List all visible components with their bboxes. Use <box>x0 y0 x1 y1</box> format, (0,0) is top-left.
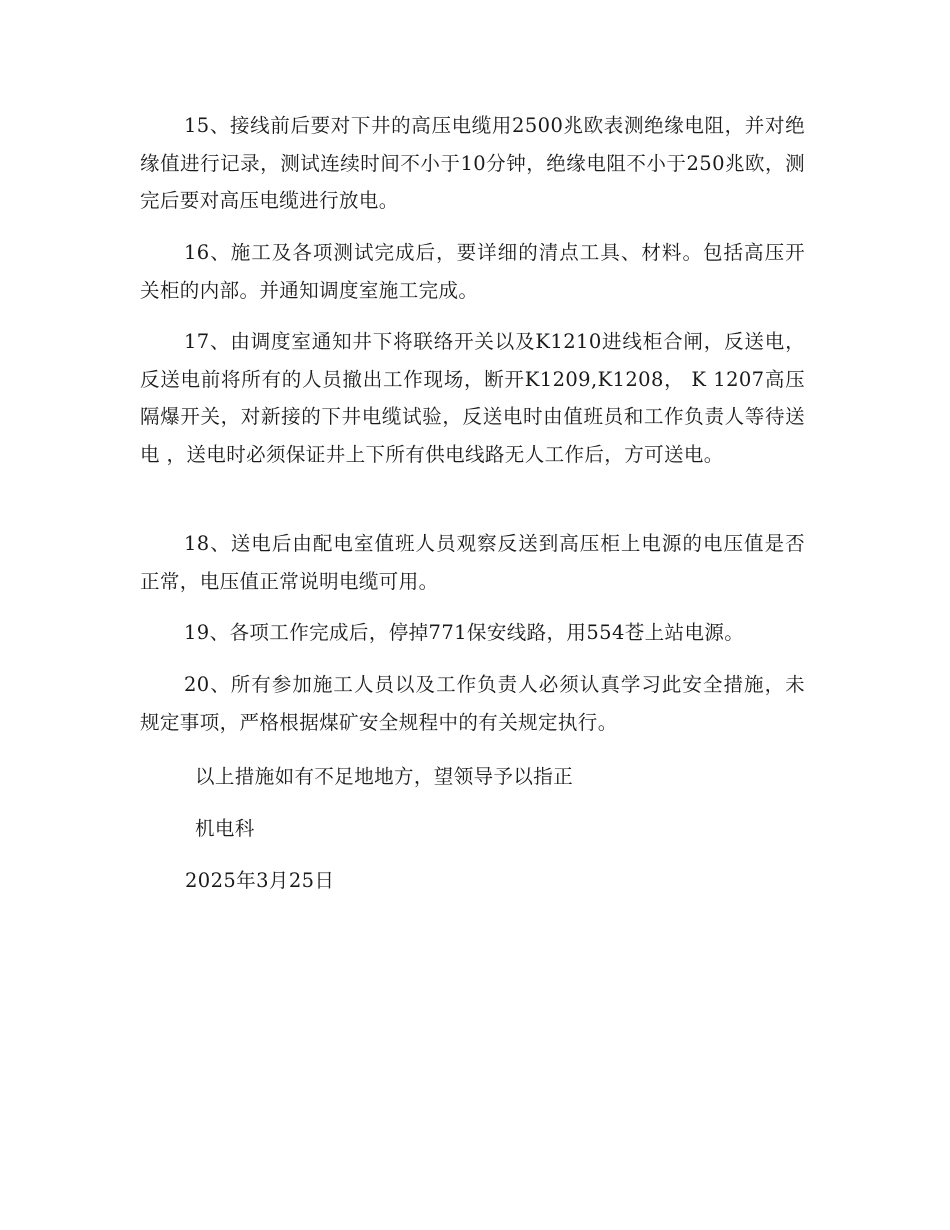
paragraph-19: 19、各项工作完成后，停掉771保安线路，用554苍上站电源。 <box>184 621 745 644</box>
department-signature: 机电科 <box>195 817 255 840</box>
paragraph-17: 17、由调度室通知井下将联络开关以及K1210进线柜合闸，反送电，反送电前将所有的人员撤出工作现场，断开K1209,K1208， K 1207高压隔爆开关，对新接的下井电缆试验，反送电时由值班员和工作负责人等待送电 ，送电时必须保证井上下所有供电线路无人工作后，方可送电。 <box>140 330 805 466</box>
paragraph-20: 20、所有参加施工人员以及工作负责人必须认真学习此安全措施，未规定事项，严格根据煤矿安全规程中的有关规定执行。 <box>140 673 805 734</box>
document-date: 2025年3月25日 <box>185 869 335 892</box>
paragraph-15: 15、接线前后要对下井的高压电缆用2500兆欧表测绝缘电阻，并对绝缘值进行记录，测试连续时间不小于10分钟，绝缘电阻不小于250兆欧，测完后要对高压电缆进行放电。 <box>140 114 805 212</box>
paragraph-18: 18、送电后由配电室值班人员观察反送到高压柜上电源的电压值是否正常，电压值正常说明电缆可用。 <box>140 532 805 593</box>
paragraph-16: 16、施工及各项测试完成后，要详细的清点工具、材料。包括高压开关柜的内部。并通知调度室施工完成。 <box>140 241 805 302</box>
closing-remark: 以上措施如有不足地地方，望领导予以指正 <box>195 765 574 788</box>
